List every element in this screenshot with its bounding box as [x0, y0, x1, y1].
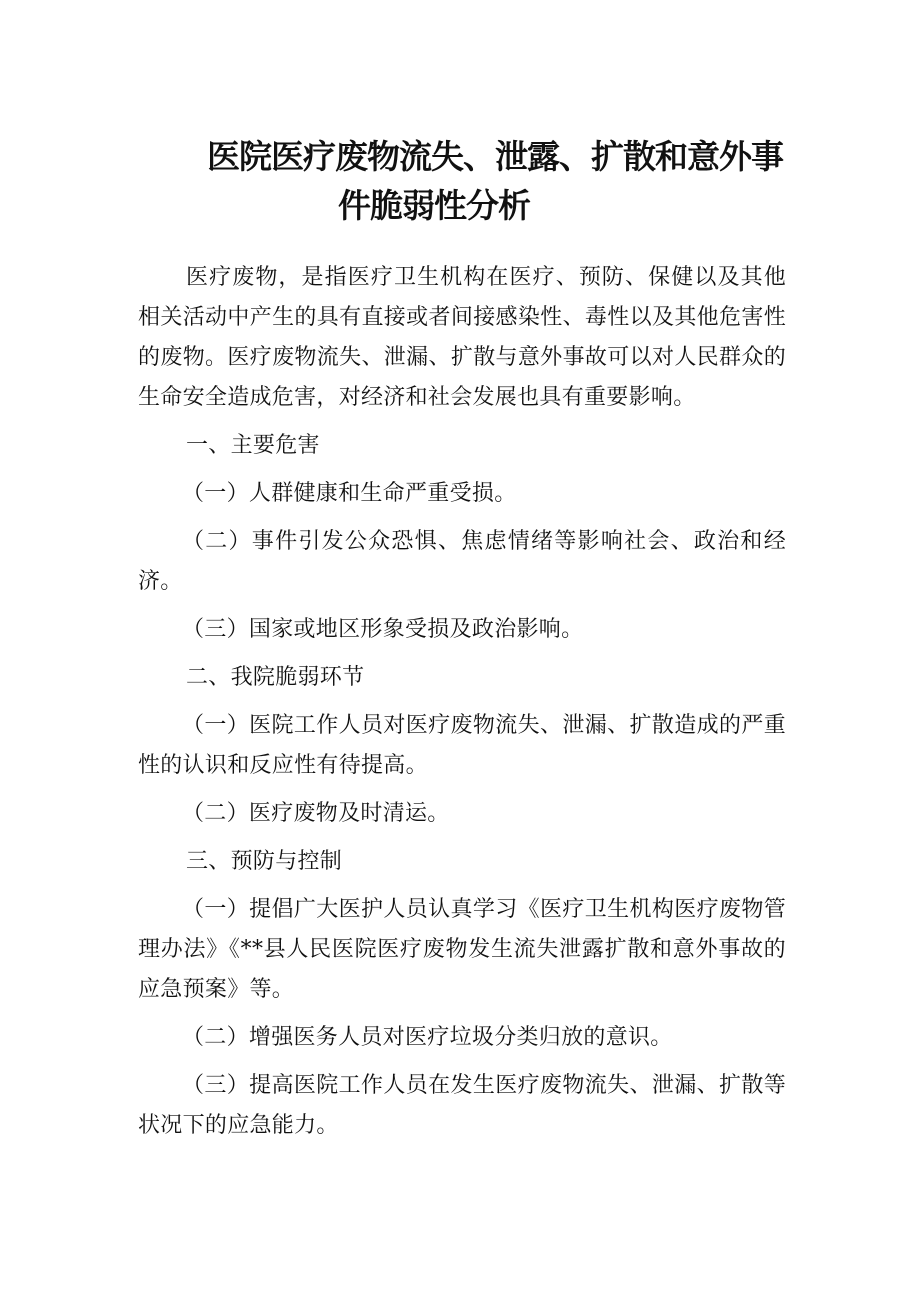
title-line-2: 件脆弱性分析 [338, 186, 530, 225]
list-item: （三）提高医院工作人员在发生医疗废物流失、泄漏、扩散等状况下的应急能力。 [138, 1073, 786, 1138]
list-item: （一）提倡广大医护人员认真学习《医疗卫生机构医疗废物管理办法》《**县人民医院医疗废物发生流失泄露扩散和意外事故的应急预案》等。 [138, 897, 786, 1002]
section-heading-weak-links: 二、我院脆弱环节 [186, 665, 365, 690]
list-item: （一）人群健康和生命严重受损。 [182, 481, 517, 506]
document-body [138, 258, 786, 1146]
list-item: （二）事件引发公众恐惧、焦虑情绪等影响社会、政治和经济。 [138, 529, 786, 594]
section-heading-prevention: 三、预防与控制 [186, 849, 343, 874]
title-line-1: 医院医疗废物流失、泄露、扩散和意外事 [207, 137, 783, 176]
list-item: （三）国家或地区形象受损及政治影响。 [182, 617, 584, 642]
list-item: （二）增强医务人员对医疗垃圾分类归放的意识。 [182, 1025, 673, 1050]
document-title [150, 132, 810, 230]
intro-paragraph: 医疗废物，是指医疗卫生机构在医疗、预防、保健以及其他相关活动中产生的具有直接或者间接感染性、毒性以及其他危害性的废物。医疗废物流失、泄漏、扩散与意外事故可以对人民群众的生命安全造成危害，对经济和社会发展也具有重要影响。 [138, 265, 786, 410]
list-item: （一）医院工作人员对医疗废物流失、泄漏、扩散造成的严重性的认识和反应性有待提高。 [138, 713, 786, 778]
section-heading-hazards: 一、主要危害 [186, 433, 320, 458]
list-item: （二）医疗废物及时清运。 [182, 801, 450, 826]
